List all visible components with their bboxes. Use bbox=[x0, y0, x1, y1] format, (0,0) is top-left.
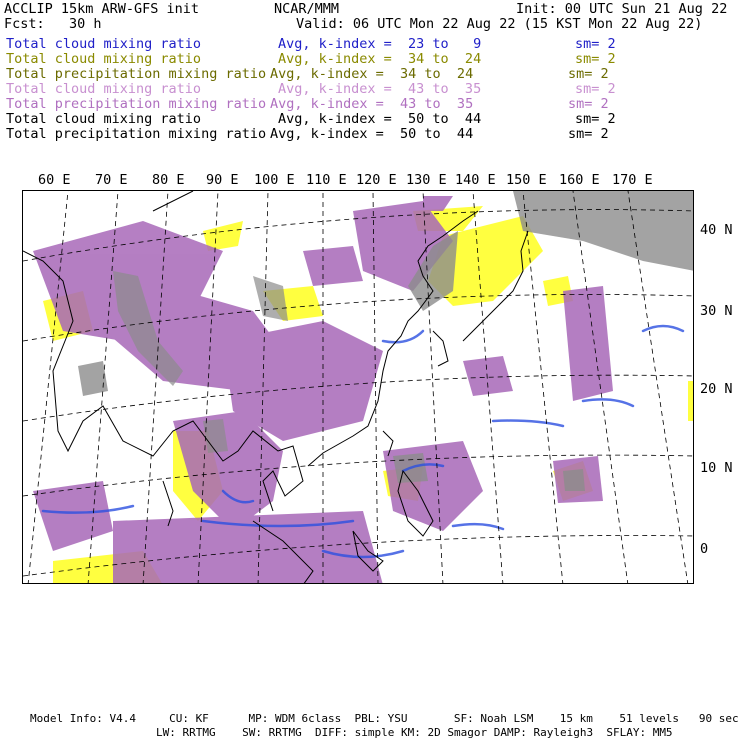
longitude-label: 110 E bbox=[306, 172, 347, 188]
field-smoothing: sm= 2 bbox=[568, 126, 609, 142]
longitude-label: 90 E bbox=[206, 172, 239, 188]
field-name: Total precipitation mixing ratio bbox=[6, 96, 267, 112]
field-kindex: Avg, k-index = 34 to 24 bbox=[278, 51, 482, 67]
field-name: Total precipitation mixing ratio bbox=[6, 126, 267, 142]
field-name: Total cloud mixing ratio bbox=[6, 36, 202, 52]
field-smoothing: sm= 2 bbox=[575, 111, 616, 127]
longitude-label: 170 E bbox=[612, 172, 653, 188]
field-kindex: Avg, k-index = 50 to 44 bbox=[278, 111, 482, 127]
latitude-label: 0 bbox=[700, 541, 709, 557]
valid-time: Valid: 06 UTC Mon 22 Aug 22 (15 KST Mon 22 Aug 22) bbox=[296, 16, 703, 32]
latitude-label: 10 N bbox=[700, 460, 733, 476]
field-smoothing: sm= 2 bbox=[575, 51, 616, 67]
longitude-label: 70 E bbox=[95, 172, 128, 188]
field-name: Total cloud mixing ratio bbox=[6, 111, 202, 127]
field-kindex: Avg, k-index = 43 to 35 bbox=[270, 96, 474, 112]
field-kindex: Avg, k-index = 34 to 24 bbox=[270, 66, 474, 82]
longitude-label: 140 E bbox=[455, 172, 496, 188]
field-kindex: Avg, k-index = 43 to 35 bbox=[278, 81, 482, 97]
field-kindex: Avg, k-index = 50 to 44 bbox=[270, 126, 474, 142]
field-smoothing: sm= 2 bbox=[568, 66, 609, 82]
longitude-label: 60 E bbox=[38, 172, 71, 188]
product-title: ACCLIP 15km ARW-GFS init bbox=[4, 1, 200, 17]
physics-info: LW: RRTMG SW: RRTMG DIFF: simple KM: 2D Smagor DAMP: Rayleigh3 SFLAY: MM5 bbox=[156, 726, 673, 739]
field-name: Total cloud mixing ratio bbox=[6, 81, 202, 97]
longitude-label: 120 E bbox=[356, 172, 397, 188]
init-time: Init: 00 UTC Sun 21 Aug 22 bbox=[516, 1, 728, 17]
latitude-label: 20 N bbox=[700, 381, 733, 397]
forecast-map bbox=[22, 190, 694, 584]
latitude-label: 30 N bbox=[700, 303, 733, 319]
longitude-label: 100 E bbox=[254, 172, 295, 188]
longitude-label: 130 E bbox=[406, 172, 447, 188]
field-kindex: Avg, k-index = 23 to 9 bbox=[278, 36, 482, 52]
longitude-label: 150 E bbox=[506, 172, 547, 188]
field-name: Total cloud mixing ratio bbox=[6, 51, 202, 67]
field-smoothing: sm= 2 bbox=[575, 36, 616, 52]
field-smoothing: sm= 2 bbox=[575, 81, 616, 97]
organization-label: NCAR/MMM bbox=[274, 1, 340, 17]
longitude-label: 80 E bbox=[152, 172, 185, 188]
latitude-label: 40 N bbox=[700, 222, 733, 238]
forecast-hour: Fcst: 30 h bbox=[4, 16, 102, 32]
field-smoothing: sm= 2 bbox=[568, 96, 609, 112]
field-name: Total precipitation mixing ratio bbox=[6, 66, 267, 82]
model-info: Model Info: V4.4 CU: KF MP: WDM 6class PBL: YSU SF: Noah LSM 15 km 51 levels 90 sec bbox=[30, 712, 739, 725]
longitude-label: 160 E bbox=[559, 172, 600, 188]
map-canvas bbox=[23, 191, 694, 584]
